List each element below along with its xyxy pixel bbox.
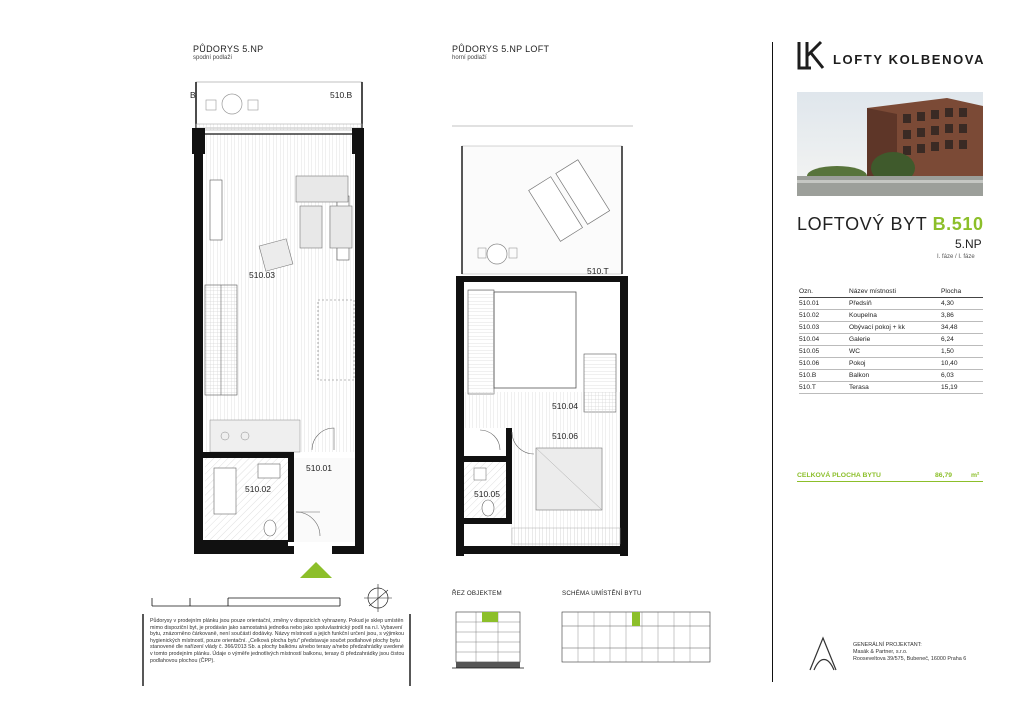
brand-logo-icon [797,40,827,70]
brand-name: LOFTY KOLBENOVA [833,52,986,67]
row-name: Koupelna [849,310,941,322]
building-section-diagram [452,612,524,668]
left-plan-subtitle: spodní podlaží [193,55,233,61]
row-area: 4,30 [941,298,983,310]
table-row [799,334,983,346]
right-plan-subtitle: horní podlaží [452,55,487,61]
row-area: 15,19 [941,382,983,394]
row-code: 510.T [799,382,849,394]
table-row [799,382,983,394]
table-row [799,370,983,382]
panel-divider [772,42,773,682]
row-name: Pokoj [849,358,941,370]
room-label-51002: 510.02 [245,484,271,494]
unit-code: B.510 [932,214,984,234]
section-caption: ŘEZ OBJEKTEM [452,590,502,597]
row-code: 510.06 [799,358,849,370]
room-table-header [799,287,983,298]
room-label-510B: 510.B [330,90,353,100]
row-area: 1,50 [941,346,983,358]
total-area-value: 86,79 [935,472,953,479]
contractor-logo-icon [806,634,840,674]
room-label-510T: 510.T [587,266,609,276]
room-label-51001: 510.01 [306,463,332,473]
header-code: Ozn. [799,287,849,298]
room-label-51006: 510.06 [552,431,578,441]
table-row [799,346,983,358]
header-name: Název místnosti [849,287,941,298]
row-code: 510.B [799,370,849,382]
table-row [799,298,983,310]
row-name: Terasa [849,382,941,394]
table-row [799,322,983,334]
unit-floor: 5.NP [955,237,982,251]
room-label-510B-edge: B [190,90,196,100]
apartment-location-diagram [562,612,710,662]
row-area: 34,48 [941,322,983,334]
row-code: 510.04 [799,334,849,346]
contractor-heading: GENERÁLNÍ PROJEKTANT: [853,642,922,648]
row-name: Předsíň [849,298,941,310]
table-row [799,310,983,322]
disclaimer-note: Půdorysy v prodejním plánku jsou pouze orientační, změny v dispozicích vyhrazeny. Pokud je sklep umístěn mimo dispoziční byt, je prodáván jako samostatná jednotka nebo jako spoluvlastnický podíl na n.l. Vybavení bytu, znázorněno čárkovaně, není součástí dodávky. Názvy místností a jejich funkční určení jsou, s výjimkou hygienických místností, pouze orientační. „Celková plocha bytu" představuje součet podlahové plochy bytu stanovené dle nařízení vlády č. 366/2013 Sb. a plochy balkónu a/nebo terasy a/nebo předzahrádky uvedené v tomto prodejním plánku. Údaje o výměře jednotlivých místností balkonu, terasy či předzahrádky jsou čistou podlahovou plochou (ČPP). [150,618,405,664]
room-label-51005: 510.05 [474,489,500,499]
room-table [799,287,983,394]
row-area: 10,40 [941,358,983,370]
total-area [797,472,983,482]
room-label-51003: 510.03 [249,270,275,280]
row-name: Balkon [849,370,941,382]
total-area-unit: m² [971,472,980,479]
row-code: 510.02 [799,310,849,322]
total-area-label: CELKOVÁ PLOCHA BYTU [797,472,881,479]
right-plan-title: PŮDORYS 5.NP LOFT [452,44,550,54]
unit-title [797,214,984,235]
unit-phase: I. fáze / I. fáze [937,254,975,260]
row-name: Galerie [849,334,941,346]
room-label-51004: 510.04 [552,401,578,411]
building-photo [797,92,983,196]
row-name: WC [849,346,941,358]
contractor-address: Rooseveltova 39/575, Bubeneč, 16000 Praha 6 [853,656,967,662]
row-area: 3,86 [941,310,983,322]
row-code: 510.03 [799,322,849,334]
left-plan-title: PŮDORYS 5.NP [193,44,264,54]
contractor-name: Masák & Partner, s.r.o. [853,649,908,655]
header-area: Plocha [941,287,983,298]
row-area: 6,03 [941,370,983,382]
contractor-info [853,642,983,663]
table-row [799,358,983,370]
location-caption: SCHÉMA UMÍSTĚNÍ BYTU [562,590,642,597]
row-name: Obývací pokoj + kk [849,322,941,334]
row-code: 510.01 [799,298,849,310]
row-code: 510.05 [799,346,849,358]
row-area: 6,24 [941,334,983,346]
unit-title-prefix: LOFTOVÝ BYT [797,214,933,234]
